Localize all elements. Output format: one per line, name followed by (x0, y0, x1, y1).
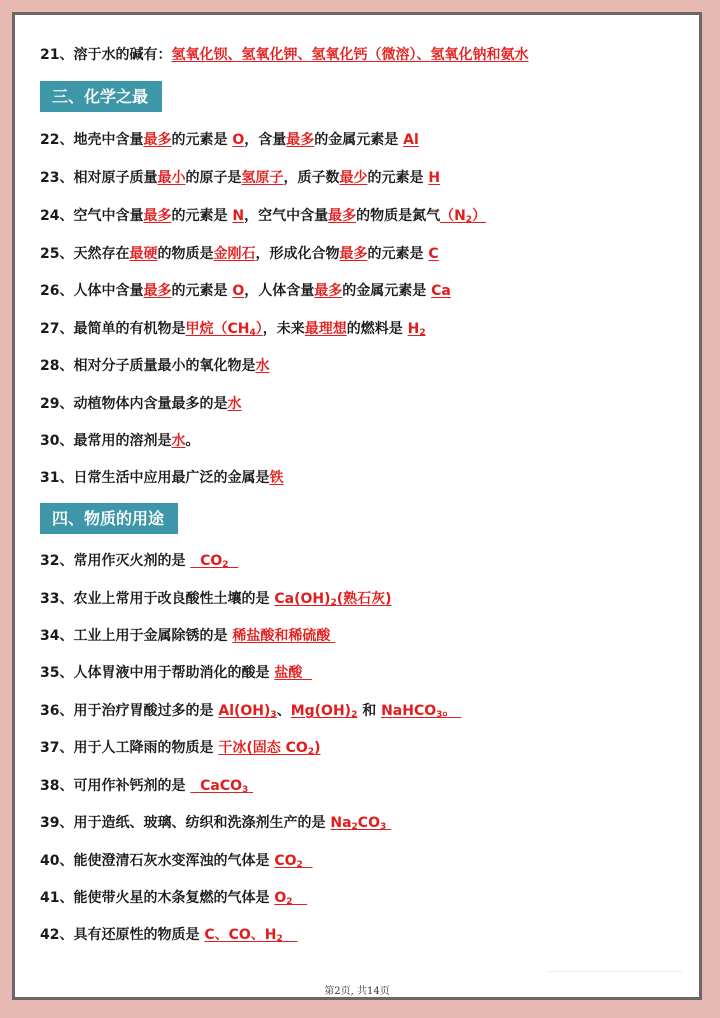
subscript: 3 (270, 710, 277, 720)
item-28 (40, 356, 269, 376)
subscript: 2 (330, 598, 337, 608)
item-text: 32、常用作灭火剂的是 (40, 553, 191, 569)
item-text: ，人体含量 (244, 283, 315, 299)
item-text: 41、能使带火星的木条复燃的气体是 (40, 890, 275, 906)
answer (274, 665, 312, 681)
item-text: ，空气中含量 (244, 208, 329, 224)
answer: Ca (431, 283, 451, 299)
answer-text: 干冰(固态 CO (218, 740, 308, 756)
item-22 (40, 130, 419, 150)
item-text: 31、日常生活中应用最广泛的金属是 (40, 470, 270, 486)
item-text: 33、农业上常用于改良酸性土壤的是 (40, 591, 275, 607)
item-38 (40, 776, 253, 796)
item-text: 30、最常用的溶剂是 (40, 433, 172, 449)
answer (218, 703, 276, 719)
item-25 (40, 244, 439, 264)
answer: 氢氧化钡、氢氧化钾、氢氧化钙（微溶）、氢氧化钠和氨水 (171, 47, 529, 63)
subscript: 3 (379, 822, 387, 832)
item-30 (40, 431, 199, 451)
answer-text: 稀盐酸和稀硫酸 (232, 628, 331, 644)
item-text: 的元素是 (367, 170, 429, 186)
item-35 (40, 663, 312, 683)
item-text: 的物质是 (157, 246, 214, 262)
item-text: 的燃料是 (346, 321, 408, 337)
section-header-four: 四、物质的用途 (40, 503, 178, 534)
answer-text: 。 (442, 703, 457, 719)
subscript: 2 (296, 860, 303, 870)
answer-text: （N (440, 208, 466, 224)
item-24 (40, 206, 486, 226)
answer-text: CaCO (200, 778, 243, 794)
answer-text: Mg(OH) (290, 703, 352, 719)
item-text: 34、工业上用于金属除锈的是 (40, 628, 233, 644)
item-text: 24、空气中含量 (40, 208, 144, 224)
item-29 (40, 394, 241, 414)
answer-text: ） (472, 208, 487, 224)
item-32 (40, 551, 238, 571)
answer (291, 703, 358, 719)
answer: 金刚石 (213, 246, 256, 262)
item-text: 的物质是氮气 (356, 208, 441, 224)
item-text: 27、最简单的有机物是 (40, 321, 186, 337)
answer-text: O (274, 890, 287, 906)
keyword: 最多 (339, 246, 368, 262)
item-23 (40, 168, 440, 188)
answer-text: 甲烷（CH (185, 321, 250, 337)
answer-text: CO (274, 853, 297, 869)
item-text: 的原子是 (185, 170, 242, 186)
answer (190, 778, 253, 794)
answer (381, 703, 461, 719)
keyword: 最多 (143, 208, 172, 224)
item-text: ，质子数 (283, 170, 340, 186)
item-text: 35、人体胃液中用于帮助消化的酸是 (40, 665, 275, 681)
answer-text: NaHCO (381, 703, 437, 719)
document-page (12, 12, 702, 1000)
subscript: 2 (307, 747, 315, 757)
answer: 水 (227, 396, 242, 412)
answer: N (232, 208, 245, 224)
answer-text: ) (314, 740, 321, 756)
keyword: 最少 (339, 170, 368, 186)
subscript: 2 (351, 710, 358, 720)
divider (548, 971, 683, 972)
keyword: 最硬 (129, 246, 158, 262)
answer: 氢原子 (241, 170, 284, 186)
answer: O (232, 283, 245, 299)
item-text: 。 (185, 433, 200, 449)
answer: 铁 (269, 470, 284, 486)
section-header-three: 三、化学之最 (40, 81, 162, 112)
item-text: 23、相对原子质量 (40, 170, 158, 186)
answer (408, 321, 426, 337)
answer: H (428, 170, 441, 186)
answer-text: C、CO、H (204, 927, 277, 943)
answer (440, 208, 486, 224)
item-33 (40, 589, 392, 609)
item-text: 21、溶于水的碱有： (40, 47, 172, 63)
item-text: 的元素是 (171, 283, 233, 299)
item-21 (40, 45, 528, 65)
item-34 (40, 626, 335, 646)
subscript: 2 (286, 897, 293, 907)
item-text: 28、相对分子质量最小的氧化物是 (40, 358, 256, 374)
item-40 (40, 851, 313, 871)
answer: 水 (171, 433, 186, 449)
answer-text: ） (255, 321, 263, 337)
item-39 (40, 813, 391, 833)
item-text: 26、人体中含量 (40, 283, 144, 299)
item-text: 39、用于造纸、玻璃、纺织和洗涤剂生产的是 (40, 815, 331, 831)
answer-text: (熟石灰) (336, 591, 392, 607)
item-text: 的元素是 (367, 246, 429, 262)
subscript: 3 (436, 710, 443, 720)
item-31 (40, 468, 283, 488)
item-text: 25、天然存在 (40, 246, 130, 262)
item-text: 、 (276, 703, 291, 719)
keyword: 最理想 (304, 321, 347, 337)
answer-text: CO (200, 553, 223, 569)
item-text: 22、地壳中含量 (40, 132, 144, 148)
subscript: 2 (465, 215, 473, 225)
keyword: 最多 (143, 283, 172, 299)
answer (190, 553, 238, 569)
subscript: 2 (351, 822, 358, 832)
keyword: 最多 (328, 208, 357, 224)
item-36 (40, 701, 461, 721)
answer-text: 盐酸 (274, 665, 303, 681)
item-text: 的元素是 (171, 132, 233, 148)
answer (204, 927, 297, 943)
item-text: ，未来 (262, 321, 305, 337)
keyword: 最多 (286, 132, 315, 148)
answer: Al (403, 132, 419, 148)
item-text: 37、用于人工降雨的物质是 (40, 740, 219, 756)
item-41 (40, 888, 307, 908)
item-text: 的金属元素是 (342, 283, 432, 299)
item-37 (40, 738, 320, 758)
answer (274, 853, 312, 869)
page-footer: 第2页, 共14页 (324, 986, 390, 997)
answer (330, 815, 391, 831)
subscript: 2 (222, 560, 229, 570)
subscript: 4 (249, 328, 256, 338)
subscript: 2 (419, 328, 426, 338)
item-text: 和 (357, 703, 382, 719)
item-text: 42、具有还原性的物质是 (40, 927, 205, 943)
item-text: 29、动植物体内含量最多的是 (40, 396, 228, 412)
item-text: 的金属元素是 (314, 132, 404, 148)
item-text: ，含量 (244, 132, 287, 148)
answer-text: H (407, 321, 420, 337)
answer (185, 321, 262, 337)
answer-text: CO (357, 815, 380, 831)
item-42 (40, 925, 297, 945)
answer: C (428, 246, 439, 262)
keyword: 最多 (143, 132, 172, 148)
subscript: 3 (242, 785, 249, 795)
answer (232, 628, 335, 644)
answer (274, 890, 307, 906)
item-text: 的元素是 (171, 208, 233, 224)
answer (218, 740, 320, 756)
keyword: 最小 (157, 170, 186, 186)
keyword: 最多 (314, 283, 343, 299)
answer-text: Al(OH) (218, 703, 271, 719)
item-text: ，形成化合物 (255, 246, 340, 262)
item-text: 40、能使澄清石灰水变浑浊的气体是 (40, 853, 275, 869)
item-text: 38、可用作补钙剂的是 (40, 778, 191, 794)
item-text: 36、用于治疗胃酸过多的是 (40, 703, 219, 719)
answer: 水 (255, 358, 270, 374)
item-26 (40, 281, 451, 301)
answer (274, 591, 391, 607)
answer-text: Ca(OH) (274, 591, 331, 607)
subscript: 2 (276, 934, 283, 944)
item-27 (40, 319, 426, 339)
answer: O (232, 132, 245, 148)
answer-text: Na (330, 815, 352, 831)
